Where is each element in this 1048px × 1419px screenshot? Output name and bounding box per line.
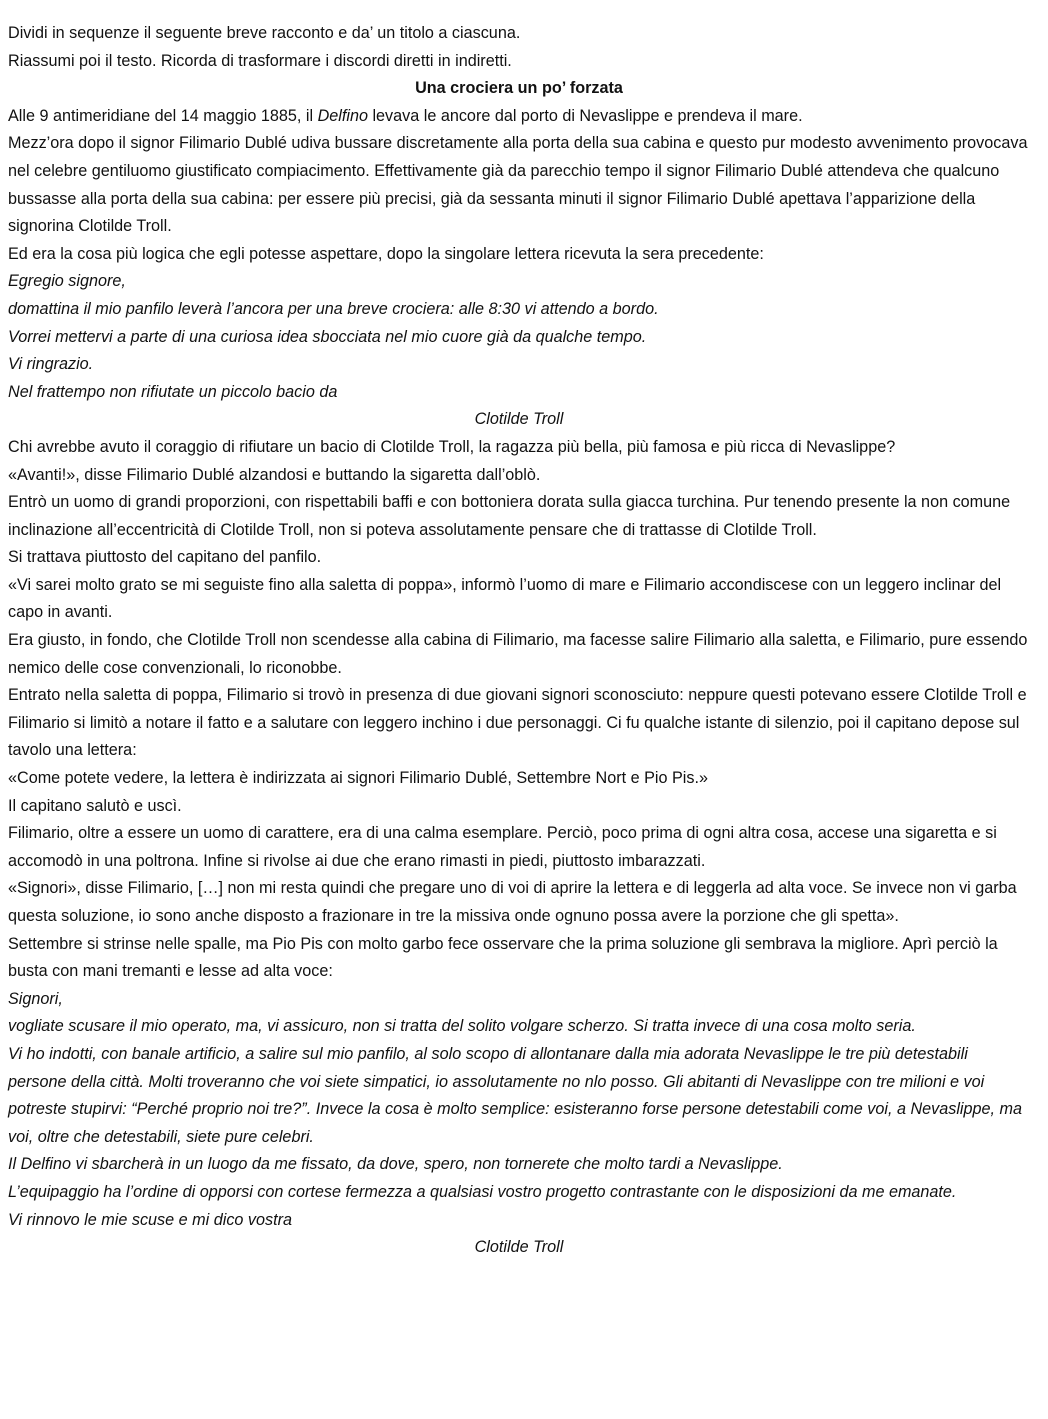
paragraph-14: «Signori», disse Filimario, […] non mi resta quindi che pregare uno di voi di aprire la lettera e di leggerla ad alta voce. Se invece non vi garba questa soluzione, io sono anche disposto a frazionare in tre la missiva onde ognuno possa avere la porzione che gli spetta».: [8, 879, 1017, 925]
paragraph-1-end: levava le ancore dal porto di Nevaslippe e prendeva il mare.: [367, 106, 803, 125]
letter-2-line: vogliate scusare il mio operato, ma, vi assicuro, non si tratta del solito volgare scherzo. Si tratta invece di una cosa molto seria.: [8, 1017, 916, 1036]
paragraph-4: Chi avrebbe avuto il coraggio di rifiutare un bacio di Clotilde Troll, la ragazza più bella, più famosa e più ricca di Nevaslippe?: [8, 437, 896, 456]
letter-2-line: L’equipaggio ha l’ordine di opporsi con cortese fermezza a qualsiasi vostro progetto contrastante con le disposizioni da me emanate.: [8, 1182, 957, 1201]
paragraph-3: Ed era la cosa più logica che egli potesse aspettare, dopo la singolare lettera ricevuta la sera precedente:: [8, 244, 764, 263]
paragraph-1: [8, 103, 1030, 131]
paragraph-2: Mezz’ora dopo il signor Filimario Dublé udiva bussare discretamente alla porta della sua cabina e questo pur modesto avvenimento provocava nel celebre gentiluomo giustificato compiacimento. Effettivamente già da parecchio tempo il signor Filimario Dublé attendeva che qualcuno bussasse alla porta della sua cabina: per essere più precisi, già da sessanta minuti il signor Filimario Dublé apettava l’apparizione della signorina Clotilde Troll.: [8, 134, 1028, 236]
instruction-line-2: Riassumi poi il testo. Ricorda di trasformare i discordi diretti in indiretti.: [8, 51, 512, 70]
instruction-line-1: Dividi in sequenze il seguente breve racconto e da’ un titolo a ciascuna.: [8, 24, 521, 42]
paragraph-7: Si trattava piuttosto del capitano del panfilo.: [8, 548, 322, 567]
paragraph-6: Entrò un uomo di grandi proporzioni, con rispettabili baffi e con bottoniera dorata sulla giacca turchina. Pur tenendo presente la non comune inclinazione all’eccentricità di Clotilde Troll, non si poteva assolutamente pensare che di trattasse di Clotilde Troll.: [8, 493, 1011, 539]
letter-2-signature: Clotilde Troll: [474, 1238, 564, 1257]
paragraph-1-start: Alle 9 antimeridiane del 14 maggio 1885, il: [8, 106, 318, 125]
paragraph-5: «Avanti!», disse Filimario Dublé alzandosi e buttando la sigaretta dall’oblò.: [8, 465, 541, 484]
letter-1-line: Vorrei mettervi a parte di una curiosa idea sbocciata nel mio cuore già da qualche tempo.: [8, 327, 647, 346]
letter-2-line: Vi rinnovo le mie scuse e mi dico vostra: [8, 1210, 293, 1229]
paragraph-13: Filimario, oltre a essere un uomo di carattere, era di una calma esemplare. Perciò, poco prima di ogni altra cosa, accese una sigaretta e si accomodò in una poltrona. Infine si rivolse ai due che erano rimasti in piedi, piuttosto imbarazzati.: [8, 824, 997, 870]
paragraph-11: «Come potete vedere, la lettera è indirizzata ai signori Filimario Dublé, Settembre Nort e Pio Pis.»: [8, 769, 708, 788]
paragraph-9: Era giusto, in fondo, che Clotilde Troll non scendesse alla cabina di Filimario, ma facesse salire Filimario alla saletta, e Filimario, pure essendo nemico delle cose convenzionali, lo riconobbe.: [8, 631, 1028, 677]
letter-2-line: Il Delfino vi sbarcherà in un luogo da me fissato, da dove, spero, non tornerete che molto tardi a Nevaslippe.: [8, 1155, 783, 1174]
story-title: Una crociera un po’ forzata: [415, 79, 623, 98]
paragraph-10: Entrato nella saletta di poppa, Filimario si trovò in presenza di due giovani signori sconosciuto: neppure questi potevano essere Clotilde Troll e Filimario si limitò a notare il fatto e a salutare con leggero inchino i due personaggi. Ci fu qualche istante di silenzio, poi il capitano depose sul tavolo una lettera:: [8, 686, 1027, 760]
letter-2-greeting: Signori,: [8, 989, 63, 1008]
letter-2-line: Vi ho indotti, con banale artificio, a salire sul mio panfilo, al solo scopo di allontanare dalla mia adorata Nevaslippe le tre più detestabili persone della città. Molti troveranno che voi siete simpatici, io assolutamente no nlo posso. Gli abitanti di Nevaslippe con tre milioni e voi potreste stupirvi: “Perché proprio noi tre?”. Invece la cosa è molto semplice: esisteranno forse persone detestabili come voi, a Nevaslippe, ma voi, oltre che detestabili, siete pure celebri.: [8, 1044, 1023, 1146]
letter-1-signature: Clotilde Troll: [474, 410, 564, 429]
letter-1-line: domattina il mio panfilo leverà l’ancora per una breve crociera: alle 8:30 vi attendo a bordo.: [8, 299, 659, 318]
paragraph-12: Il capitano salutò e uscì.: [8, 796, 182, 815]
letter-1-line: Nel frattempo non rifiutate un piccolo bacio da: [8, 382, 338, 401]
letter-1-greeting: Egregio signore,: [8, 272, 126, 291]
letter-1-line: Vi ringrazio.: [8, 355, 94, 374]
paragraph-15: Settembre si strinse nelle spalle, ma Pio Pis con molto garbo fece osservare che la prima soluzione gli sembrava la migliore. Aprì perciò la busta con mani tremanti e lesse ad alta voce:: [8, 934, 998, 981]
paragraph-8: «Vi sarei molto grato se mi seguiste fino alla saletta di poppa», informò l’uomo di mare e Filimario accondiscese con un leggero inclinar del capo in avanti.: [8, 575, 1002, 622]
ship-name: Delfino: [317, 106, 368, 125]
